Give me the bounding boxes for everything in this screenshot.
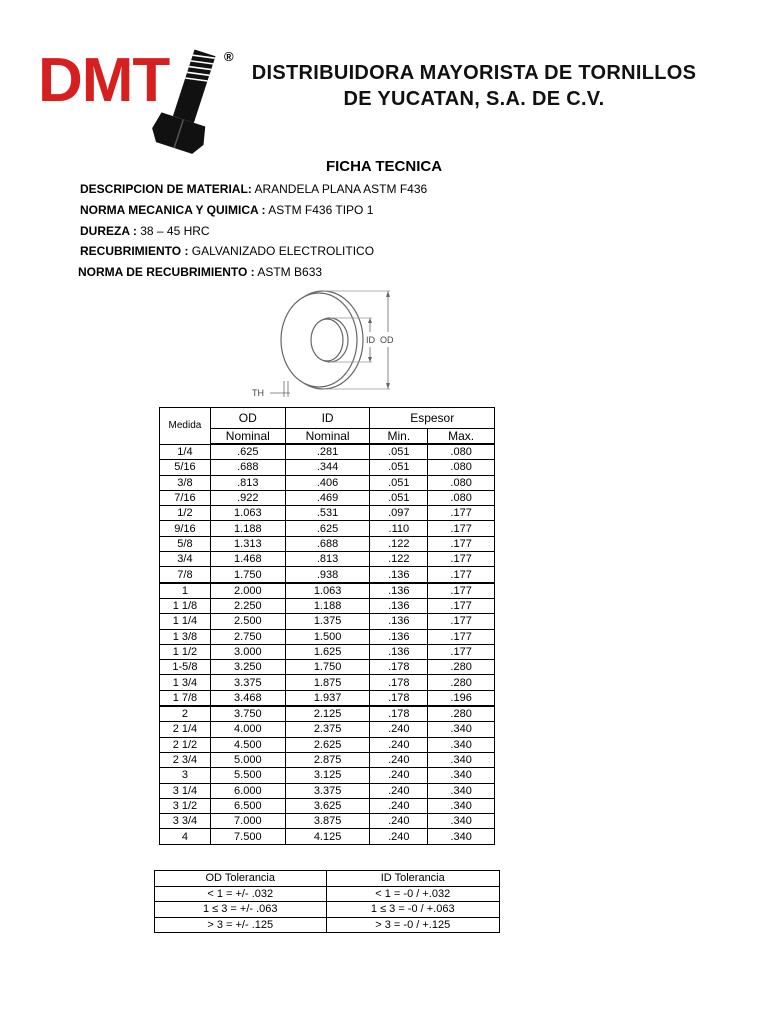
table-row [160,814,495,829]
spec-recubrimiento [80,244,374,258]
header-od-nominal: Nominal [210,429,285,445]
spec-material [80,182,427,196]
page-title: FICHA TECNICA [325,158,443,175]
table-row [160,536,495,551]
min-cell: .136 [370,598,428,613]
max-cell: .340 [428,752,495,767]
medida-cell: 1-5/8 [160,660,211,675]
spec-label: RECUBRIMIENTO : [80,244,189,258]
min-cell: .051 [370,490,428,505]
max-cell: .340 [428,829,495,844]
min-cell: .240 [370,783,428,798]
logo-text: DMT [38,46,170,115]
spec-label: NORMA DE RECUBRIMIENTO : [78,265,255,279]
id-cell: 1.937 [285,690,370,706]
table-row [160,722,495,737]
table-row [160,798,495,813]
medida-cell: 7/8 [160,567,211,583]
registered-mark: ® [224,49,234,64]
spec-value: ARANDELA PLANA ASTM F436 [251,182,428,196]
table-row [155,902,500,918]
id-cell: 1.875 [285,675,370,690]
min-cell: .051 [370,460,428,475]
medida-cell: 2 [160,706,211,722]
table-row [160,490,495,505]
id-cell: .406 [285,475,370,490]
od-cell: 6.500 [210,798,285,813]
table-row [155,917,500,933]
header-id: ID [285,408,370,429]
medida-cell: 2 1/2 [160,737,211,752]
min-cell: .240 [370,814,428,829]
company-name-line1: DISTRIBUIDORA MAYORISTA DE TORNILLOS [251,62,697,84]
min-cell: .136 [370,567,428,583]
min-cell: .240 [370,752,428,767]
id-cell: .688 [285,536,370,551]
min-cell: .122 [370,536,428,551]
min-cell: .051 [370,444,428,460]
medida-cell: 3 [160,768,211,783]
id-cell: 4.125 [285,829,370,844]
medida-cell: 3 1/4 [160,783,211,798]
od-cell: 6.000 [210,783,285,798]
od-cell: 5.500 [210,768,285,783]
od-cell: 1.063 [210,506,285,521]
table-row [160,690,495,706]
min-cell: .122 [370,552,428,567]
medida-cell: 1 7/8 [160,690,211,706]
max-cell: .340 [428,814,495,829]
id-cell: 1.188 [285,598,370,613]
table-row [160,829,495,844]
od-tolerance-cell: > 3 = +/- .125 [155,917,327,933]
washer-diagram [240,285,410,405]
spec-dureza [80,224,210,238]
spec-norma [80,203,373,217]
max-cell: .177 [428,536,495,551]
table-row [160,783,495,798]
id-cell: 3.125 [285,768,370,783]
od-cell: 2.250 [210,598,285,613]
max-cell: .177 [428,521,495,536]
medida-cell: 3/4 [160,552,211,567]
od-cell: 7.500 [210,829,285,844]
max-cell: .080 [428,490,495,505]
medida-cell: 1 [160,583,211,599]
spec-norma-recubrimiento [78,265,322,279]
table-row [160,444,495,460]
header-od: OD [210,408,285,429]
header-id-tolerancia: ID Tolerancia [326,871,500,887]
table-row [160,567,495,583]
id-cell: .625 [285,521,370,536]
id-cell: .813 [285,552,370,567]
medida-cell: 3 3/4 [160,814,211,829]
max-cell: .340 [428,737,495,752]
od-cell: 3.250 [210,660,285,675]
id-tolerance-cell: 1 ≤ 3 = -0 / +.063 [326,902,500,918]
medida-cell: 4 [160,829,211,844]
id-cell: 1.500 [285,629,370,644]
id-cell: .469 [285,490,370,505]
od-label: OD [380,335,394,345]
min-cell: .240 [370,737,428,752]
table-row [160,552,495,567]
table-row [160,460,495,475]
max-cell: .080 [428,444,495,460]
od-cell: 3.375 [210,675,285,690]
od-cell: 3.000 [210,644,285,659]
medida-cell: 1 1/2 [160,644,211,659]
header-od-tolerancia: OD Tolerancia [155,871,327,887]
medida-cell: 9/16 [160,521,211,536]
table-row [160,506,495,521]
table-row [160,598,495,613]
id-cell: 1.625 [285,644,370,659]
min-cell: .110 [370,521,428,536]
medida-cell: 7/16 [160,490,211,505]
max-cell: .177 [428,629,495,644]
min-cell: .240 [370,798,428,813]
table-row [160,706,495,722]
id-cell: .531 [285,506,370,521]
table-row [160,521,495,536]
id-cell: 2.875 [285,752,370,767]
od-cell: 1.313 [210,536,285,551]
id-cell: 1.375 [285,614,370,629]
table-row [160,614,495,629]
id-tolerance-cell: > 3 = -0 / +.125 [326,917,500,933]
min-cell: .240 [370,722,428,737]
max-cell: .340 [428,722,495,737]
min-cell: .051 [370,475,428,490]
od-cell: 3.468 [210,690,285,706]
od-cell: 1.750 [210,567,285,583]
medida-cell: 3/8 [160,475,211,490]
max-cell: .080 [428,460,495,475]
od-cell: 2.750 [210,629,285,644]
od-cell: 5.000 [210,752,285,767]
id-cell: 3.875 [285,814,370,829]
medida-cell: 1 3/4 [160,675,211,690]
max-cell: .080 [428,475,495,490]
min-cell: .178 [370,660,428,675]
medida-cell: 1/2 [160,506,211,521]
min-cell: .178 [370,690,428,706]
header-max: Max. [428,429,495,445]
od-cell: 3.750 [210,706,285,722]
min-cell: .136 [370,644,428,659]
id-cell: 2.625 [285,737,370,752]
id-cell: 3.625 [285,798,370,813]
id-label: ID [366,335,375,345]
table-row [160,737,495,752]
header-espesor: Espesor [370,408,495,429]
tolerance-table-body [155,886,500,933]
table-row [160,768,495,783]
max-cell: .177 [428,552,495,567]
tolerance-table [154,870,500,933]
min-cell: .136 [370,629,428,644]
spec-value: GALVANIZADO ELECTROLITICO [188,244,375,258]
od-cell: .688 [210,460,285,475]
spec-label: NORMA MECANICA Y QUIMICA : [80,203,266,217]
min-cell: .178 [370,706,428,722]
medida-cell: 1 1/4 [160,614,211,629]
header-min: Min. [370,429,428,445]
id-cell: 1.750 [285,660,370,675]
max-cell: .177 [428,567,495,583]
header-id-nominal: Nominal [285,429,370,445]
id-cell: 1.063 [285,583,370,599]
id-tolerance-cell: < 1 = -0 / +.032 [326,886,500,902]
dimensions-table-body [160,444,495,844]
medida-cell: 1/4 [160,444,211,460]
table-row [160,660,495,675]
spec-label: DUREZA : [80,224,137,238]
max-cell: .177 [428,598,495,613]
spec-value: ASTM B633 [254,265,323,279]
max-cell: .340 [428,798,495,813]
id-cell: .344 [285,460,370,475]
spec-value: 38 – 45 HRC [136,224,210,238]
od-cell: 2.000 [210,583,285,599]
od-cell: 7.000 [210,814,285,829]
od-cell: 2.500 [210,614,285,629]
od-cell: 4.000 [210,722,285,737]
max-cell: .177 [428,644,495,659]
spec-value: ASTM F436 TIPO 1 [265,203,374,217]
table-row [155,886,500,902]
od-cell: 4.500 [210,737,285,752]
company-name-line2: DE YUCATAN, S.A. DE C.V. [343,88,605,110]
min-cell: .136 [370,614,428,629]
table-row [160,675,495,690]
medida-cell: 1 1/8 [160,598,211,613]
id-cell: 2.125 [285,706,370,722]
od-tolerance-cell: < 1 = +/- .032 [155,886,327,902]
medida-cell: 5/8 [160,536,211,551]
max-cell: .340 [428,768,495,783]
min-cell: .178 [370,675,428,690]
medida-cell: 3 1/2 [160,798,211,813]
table-row [160,752,495,767]
header-medida: Medida [160,408,211,445]
th-label: TH [252,388,264,398]
max-cell: .280 [428,675,495,690]
max-cell: .280 [428,706,495,722]
min-cell: .240 [370,829,428,844]
spec-label: DESCRIPCION DE MATERIAL: [80,182,252,196]
dimensions-table [159,407,495,845]
bolt-logo-icon [148,46,228,158]
id-cell: .281 [285,444,370,460]
medida-cell: 1 3/8 [160,629,211,644]
od-cell: 1.188 [210,521,285,536]
min-cell: .097 [370,506,428,521]
od-cell: 1.468 [210,552,285,567]
od-cell: .922 [210,490,285,505]
od-cell: .625 [210,444,285,460]
min-cell: .240 [370,768,428,783]
medida-cell: 2 3/4 [160,752,211,767]
min-cell: .136 [370,583,428,599]
id-cell: .938 [285,567,370,583]
max-cell: .177 [428,614,495,629]
medida-cell: 2 1/4 [160,722,211,737]
od-cell: .813 [210,475,285,490]
max-cell: .196 [428,690,495,706]
max-cell: .177 [428,583,495,599]
medida-cell: 5/16 [160,460,211,475]
max-cell: .177 [428,506,495,521]
max-cell: .280 [428,660,495,675]
table-row [160,583,495,599]
id-cell: 3.375 [285,783,370,798]
table-row [160,475,495,490]
table-row [160,644,495,659]
id-cell: 2.375 [285,722,370,737]
od-tolerance-cell: 1 ≤ 3 = +/- .063 [155,902,327,918]
max-cell: .340 [428,783,495,798]
table-row [160,629,495,644]
